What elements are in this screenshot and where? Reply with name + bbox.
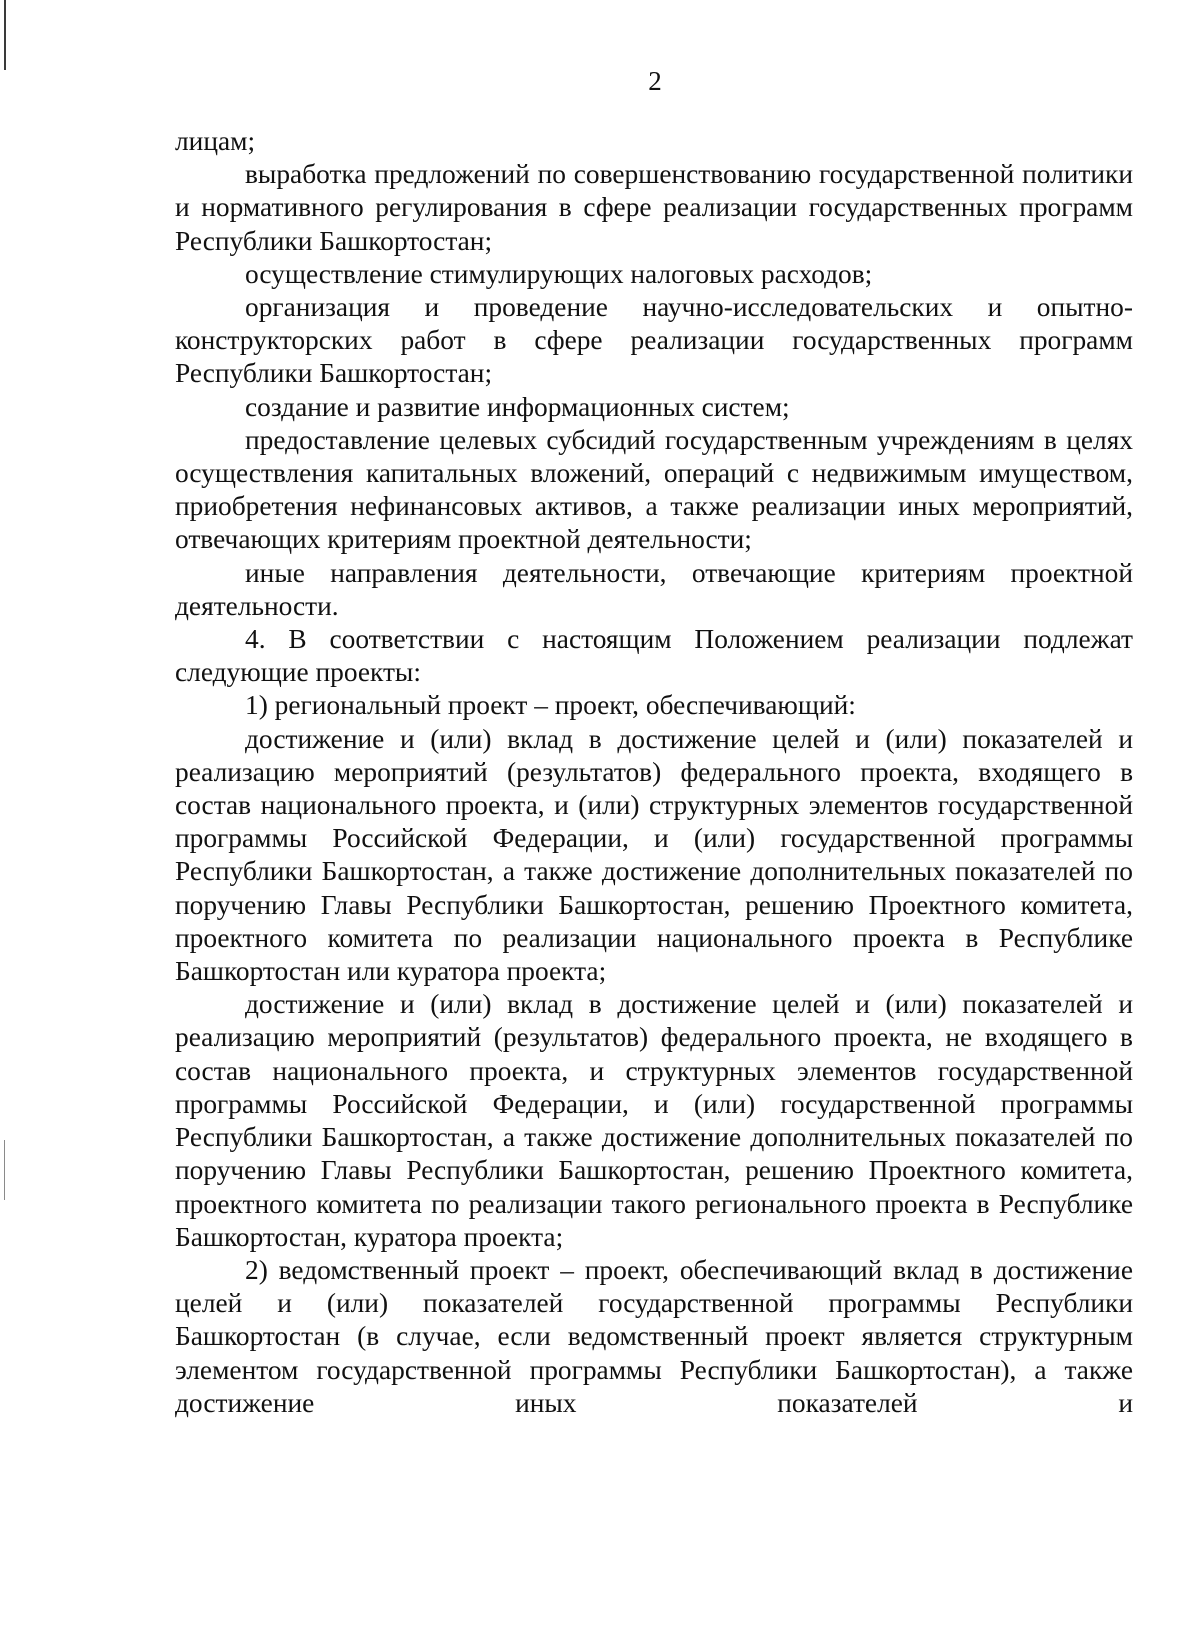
paragraph: осуществление стимулирующих налоговых расходов; (245, 258, 873, 289)
scan-edge-mark (4, 0, 6, 70)
paragraph: иные направления деятельности, отвечающие критериям проектной деятельности. (175, 557, 1133, 621)
document-body (175, 125, 1133, 1420)
paragraph: создание и развитие информационных систем; (245, 391, 790, 422)
paragraph: 2) ведомственный проект – проект, обеспечивающий вклад в достижение целей и (или) показателей государственной программы Республики Башкортостан (в случае, если ведомственный проект является структурным элементом государственной программы Республики Башкортостан), а также достижение иных показателей и (175, 1254, 1133, 1418)
page-number: 2 (648, 66, 662, 96)
paragraph: выработка предложений по совершенствованию государственной политики и нормативного регулирования в сфере реализации государственных программ Республики Башкортостан; (175, 159, 1133, 256)
paragraph: лицам; (175, 126, 256, 156)
paragraph: организация и проведение научно-исследовательских и опытно-конструкторских работ в сфере реализации государственных программ Республики Башкортостан; (175, 292, 1133, 389)
paragraph: достижение и (или) вклад в достижение целей и (или) показателей и реализацию мероприятий (результатов) федерального проекта, не входящего в состав национального проекта, и структурных элементов государственной программы Российской Федерации, и (или) государственной программы Республики Башкортостан, а также достижение дополнительных показателей по поручению Главы Республики Башкортостан, решению Проектного комитета, проектного комитета по реализации такого регионального проекта в Республике Башкортостан, куратора проекта; (175, 989, 1133, 1252)
scan-edge-mark (4, 1140, 5, 1200)
paragraph: достижение и (или) вклад в достижение целей и (или) показателей и реализацию мероприятий (результатов) федерального проекта, входящего в состав национального проекта, и (или) структурных элементов государственной программы Российской Федерации, и (или) государственной программы Республики Башкортостан, а также достижение дополнительных показателей по поручению Главы Республики Башкортостан, решению Проектного комитета, проектного комитета по реализации национального проекта в Республике Башкортостан или куратора проекта; (175, 723, 1133, 987)
paragraph: предоставление целевых субсидий государственным учреждениям в целях осуществления капитальных вложений, операций с недвижимым имуществом, приобретения нефинансовых активов, а также реализации иных мероприятий, отвечающих критериям проектной деятельности; (175, 424, 1133, 555)
paragraph: 1) региональный проект – проект, обеспечивающий: (245, 690, 856, 721)
paragraph: 4. В соответствии с настоящим Положением реализации подлежат следующие проекты: (175, 624, 1133, 688)
